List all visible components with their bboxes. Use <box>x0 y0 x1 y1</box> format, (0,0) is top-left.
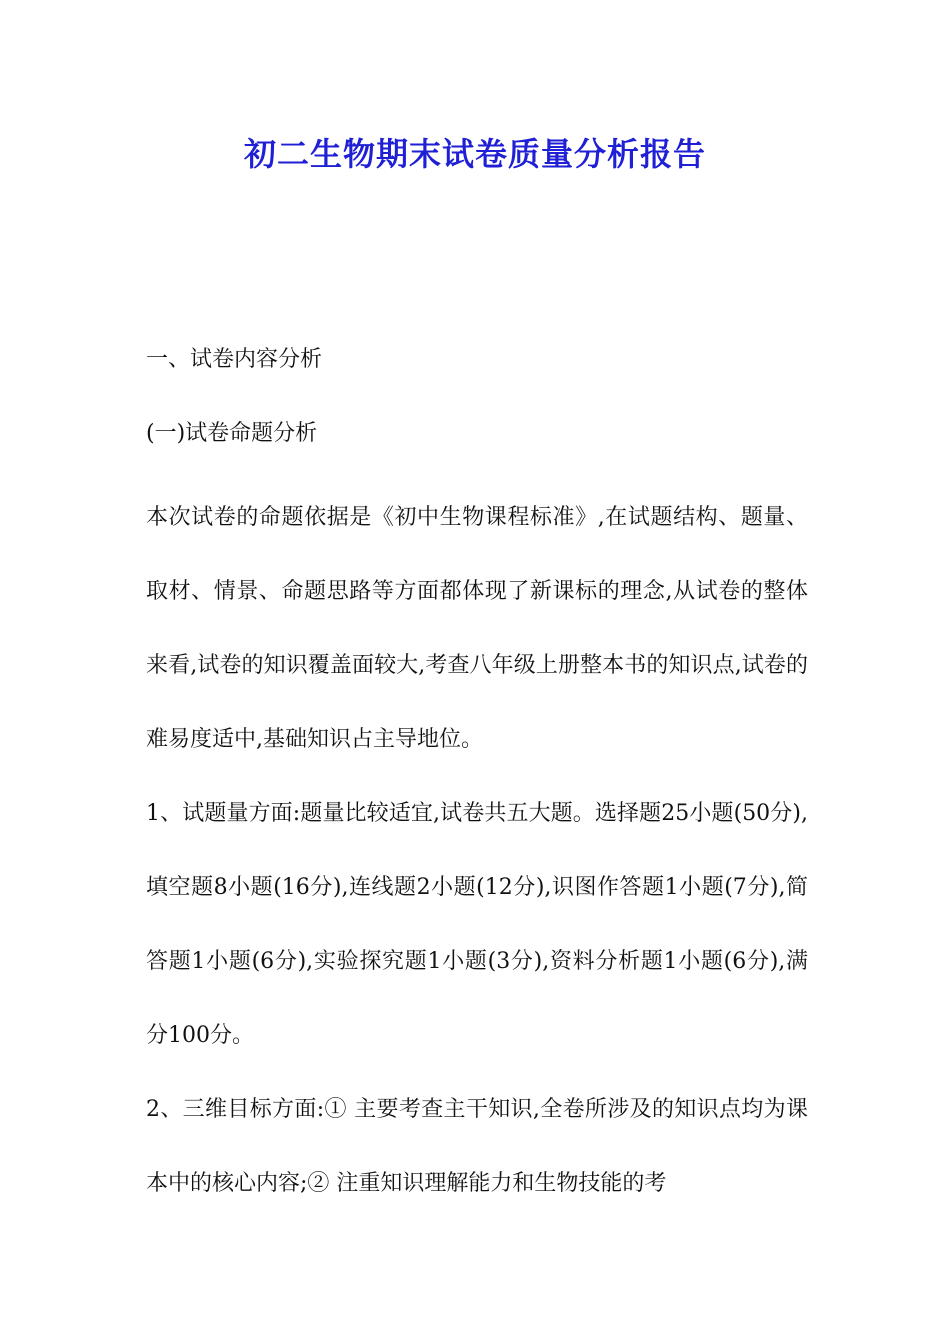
section-heading: 一、试卷内容分析 <box>146 347 323 372</box>
document-body <box>146 334 808 1221</box>
subsection-heading: (一)试卷命题分析 <box>146 421 318 446</box>
paragraph-intro: 本次试卷的命题依据是《初中生物课程标准》,在试题结构、题量、取材、情景、命题思路等方面都体现了新课标的理念,从试卷的整体来看,试卷的知识覆盖面较大,考查八年级上册整本书的知识点,试卷的难易度适中,基础知识占主导地位。 <box>146 505 808 752</box>
document-title: 初二生物期末试卷质量分析报告 <box>243 135 706 173</box>
paragraph-question-count: 1、试题量方面:题量比较适宜,试卷共五大题。选择题25小题(50分),填空题8小题(16分),连线题2小题(12分),识图作答题1小题(7分),简答题1小题(6分),实验探究题1小题(3分),资料分析题1小题(6分),满分100分。 <box>146 801 808 1048</box>
paragraph-three-dimension-goals: 2、三维目标方面:① 主要考查主干知识,全卷所涉及的知识点均为课本中的核心内容;② 注重知识理解能力和生物技能的考 <box>146 1097 808 1196</box>
